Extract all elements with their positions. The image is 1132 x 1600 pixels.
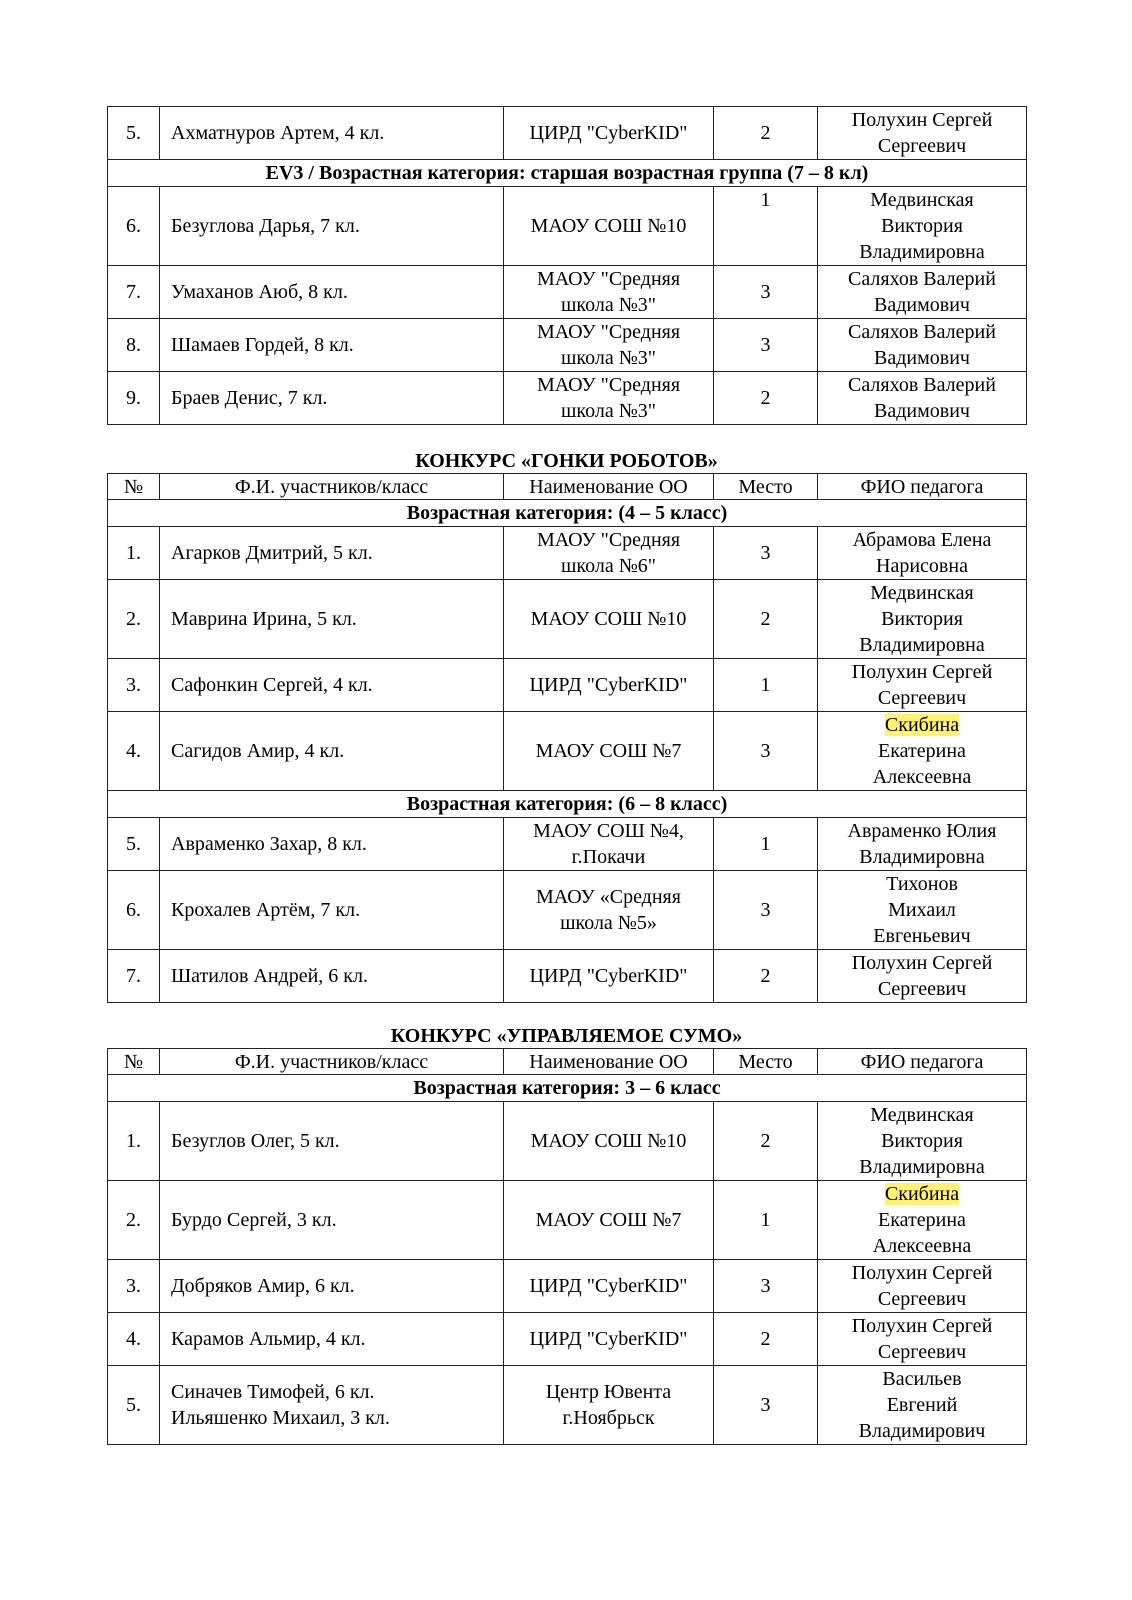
table-row — [108, 712, 1027, 791]
organization — [504, 871, 714, 950]
text-line: Сафонкин Сергей, 4 кл. — [171, 674, 373, 696]
text-line: Медвинская — [870, 1104, 974, 1126]
participant-name — [160, 1181, 504, 1260]
text-line: Ильяшенко Михаил, 3 кл. — [171, 1407, 390, 1429]
text-line: МАОУ СОШ №10 — [530, 1130, 687, 1152]
header-org: Наименование ОО — [504, 474, 714, 500]
organization — [504, 712, 714, 791]
text-line: Агарков Дмитрий, 5 кл. — [171, 542, 373, 564]
teacher-name — [818, 818, 1027, 871]
text-line: школа №3" — [561, 400, 656, 422]
table-row — [108, 1313, 1027, 1366]
text-line: школа №3" — [561, 347, 656, 369]
text-line: Полухин Сергей — [851, 1315, 993, 1337]
table-row — [108, 871, 1027, 950]
section-title-robot-races: КОНКУРС «ГОНКИ РОБОТОВ» — [415, 450, 718, 472]
text-line: Алексеевна — [872, 1235, 972, 1257]
row-number: 7. — [108, 266, 160, 319]
text-line: школа №5» — [560, 912, 657, 934]
table-row — [108, 319, 1027, 372]
teacher-name — [818, 712, 1027, 791]
place: 1 — [714, 818, 818, 871]
text-line: Безуглова Дарья, 7 кл. — [171, 215, 360, 237]
text-line: Сергеевич — [877, 1341, 967, 1363]
table-row — [108, 372, 1027, 425]
place: 2 — [714, 950, 818, 1003]
organization — [504, 1260, 714, 1313]
text-line: Сергеевич — [877, 135, 967, 157]
participant-name — [160, 1102, 504, 1181]
teacher-name — [818, 950, 1027, 1003]
place: 3 — [714, 1260, 818, 1313]
organization — [504, 818, 714, 871]
table-row — [108, 266, 1027, 319]
teacher-name — [818, 580, 1027, 659]
text-line: Бурдо Сергей, 3 кл. — [171, 1209, 337, 1231]
header-num: № — [108, 1049, 160, 1075]
participant-name — [160, 1260, 504, 1313]
row-number: 2. — [108, 580, 160, 659]
text-line: Сергеевич — [877, 1288, 967, 1310]
participant-name — [160, 950, 504, 1003]
text-line: Авраменко Захар, 8 кл. — [171, 833, 367, 855]
participant-name — [160, 580, 504, 659]
header-org: Наименование ОО — [504, 1049, 714, 1075]
place: 3 — [714, 712, 818, 791]
text-line: МАОУ "Средняя — [536, 268, 681, 290]
table-row — [108, 527, 1027, 580]
text-line: Сергеевич — [877, 687, 967, 709]
text-line: Медвинская — [870, 189, 974, 211]
text-line: Карамов Альмир, 4 кл. — [171, 1328, 366, 1350]
teacher-name — [818, 266, 1027, 319]
table-row — [108, 659, 1027, 712]
participant-name — [160, 871, 504, 950]
organization — [504, 950, 714, 1003]
text-line: ЦИРД "CyberKID" — [529, 1328, 688, 1350]
table-header-row — [108, 474, 1027, 500]
text-line: Саляхов Валерий — [848, 268, 996, 290]
text-line: Полухин Сергей — [851, 952, 993, 974]
text-line: Вадимович — [874, 400, 970, 422]
text-line: Виктория — [881, 215, 963, 237]
text-line: Вадимович — [874, 347, 970, 369]
text-line: Владимировна — [859, 846, 985, 868]
header-teacher: ФИО педагога — [818, 1049, 1027, 1075]
text-line: Васильев — [882, 1368, 962, 1390]
highlighted-text: Скибина — [884, 1183, 960, 1205]
text-line: Виктория — [881, 1130, 963, 1152]
place: 2 — [714, 580, 818, 659]
text-line: Ахматнуров Артем, 4 кл. — [171, 122, 385, 144]
text-line: Владимировна — [859, 1156, 985, 1178]
text-line: Саляхов Валерий — [848, 321, 996, 343]
text-line: Евгений — [886, 1394, 958, 1416]
teacher-name — [818, 871, 1027, 950]
category-row — [108, 791, 1027, 818]
text-line: Евгеньевич — [873, 925, 971, 947]
text-line: Шамаев Гордей, 8 кл. — [171, 334, 354, 356]
participant-name — [160, 659, 504, 712]
text-line: Шатилов Андрей, 6 кл. — [171, 965, 369, 987]
row-number: 5. — [108, 818, 160, 871]
place: 1 — [714, 1181, 818, 1260]
text-line: МАОУ СОШ №10 — [530, 215, 687, 237]
text-line: Нарисовна — [876, 555, 968, 577]
place: 3 — [714, 1366, 818, 1445]
header-teacher: ФИО педагога — [818, 474, 1027, 500]
text-line: ЦИРД "CyberKID" — [529, 122, 688, 144]
place: 2 — [714, 1102, 818, 1181]
text-line: Медвинская — [870, 582, 974, 604]
table-row — [108, 1102, 1027, 1181]
category-label: Возрастная категория: (6 – 8 класс) — [108, 791, 1027, 818]
place: 2 — [714, 1313, 818, 1366]
text-line: Екатерина — [878, 740, 966, 762]
teacher-name — [818, 1102, 1027, 1181]
highlighted-text: Скибина — [884, 714, 960, 736]
organization — [504, 1102, 714, 1181]
participant-name — [160, 372, 504, 425]
place: 3 — [714, 266, 818, 319]
row-number: 9. — [108, 372, 160, 425]
text-line: Алексеевна — [872, 766, 972, 788]
row-number: 1. — [108, 1102, 160, 1181]
table-row — [108, 1260, 1027, 1313]
text-line: МАОУ СОШ №10 — [530, 608, 687, 630]
participant-name — [160, 187, 504, 266]
header-name: Ф.И. участников/класс — [160, 1049, 504, 1075]
participant-name — [160, 1366, 504, 1445]
category-row — [108, 160, 1027, 187]
organization — [504, 372, 714, 425]
participant-name — [160, 527, 504, 580]
text-line: Виктория — [881, 608, 963, 630]
text-line: Владимировна — [859, 634, 985, 656]
text-line: Синачев Тимофей, 6 кл. — [171, 1381, 375, 1403]
organization — [504, 187, 714, 266]
row-number: 4. — [108, 712, 160, 791]
row-number: 2. — [108, 1181, 160, 1260]
text-line: Владимировна — [859, 241, 985, 263]
row-number: 3. — [108, 1260, 160, 1313]
row-number: 8. — [108, 319, 160, 372]
text-line: Браев Денис, 7 кл. — [171, 387, 328, 409]
header-name: Ф.И. участников/класс — [160, 474, 504, 500]
text-line: МАОУ "Средняя — [536, 374, 681, 396]
teacher-name — [818, 319, 1027, 372]
header-num: № — [108, 474, 160, 500]
text-line: МАОУ СОШ №7 — [535, 740, 682, 762]
row-number: 1. — [108, 527, 160, 580]
category-row — [108, 1075, 1027, 1102]
organization — [504, 659, 714, 712]
place: 3 — [714, 319, 818, 372]
teacher-name — [818, 1313, 1027, 1366]
table-row — [108, 187, 1027, 266]
participant-name — [160, 266, 504, 319]
table-row — [108, 1181, 1027, 1260]
text-line: МАОУ СОШ №7 — [535, 1209, 682, 1231]
text-line: Авраменко Юлия — [847, 820, 997, 842]
place: 1 — [714, 187, 818, 266]
table-row — [108, 1366, 1027, 1445]
table-row — [108, 950, 1027, 1003]
organization — [504, 266, 714, 319]
text-line: Вадимович — [874, 294, 970, 316]
results-table-continued — [107, 106, 1027, 425]
text-line: школа №6" — [561, 555, 656, 577]
text-line: МАОУ "Средняя — [536, 321, 681, 343]
results-table-controlled-sumo — [107, 1048, 1027, 1445]
text-line: Умаханов Аюб, 8 кл. — [171, 281, 348, 303]
category-label: EV3 / Возрастная категория: старшая возрастная группа (7 – 8 кл) — [108, 160, 1027, 187]
table-row — [108, 107, 1027, 160]
row-number: 6. — [108, 187, 160, 266]
text-line: Владимирович — [858, 1420, 986, 1442]
category-label: Возрастная категория: 3 – 6 класс — [108, 1075, 1027, 1102]
table-header-row — [108, 1049, 1027, 1075]
text-line: Крохалев Артём, 7 кл. — [171, 899, 361, 921]
row-number: 3. — [108, 659, 160, 712]
teacher-name — [818, 1366, 1027, 1445]
organization — [504, 319, 714, 372]
participant-name — [160, 1313, 504, 1366]
place: 1 — [714, 659, 818, 712]
text-line: Михаил — [888, 899, 956, 921]
text-line: Безуглов Олег, 5 кл. — [171, 1130, 340, 1152]
place: 3 — [714, 527, 818, 580]
text-line: Абрамова Елена — [852, 529, 992, 551]
text-line: Центр Ювента — [545, 1381, 672, 1403]
text-line: ЦИРД "CyberKID" — [529, 674, 688, 696]
participant-name — [160, 107, 504, 160]
organization — [504, 107, 714, 160]
teacher-name — [818, 372, 1027, 425]
place: 2 — [714, 107, 818, 160]
text-line: МАОУ "Средняя — [536, 529, 681, 551]
organization — [504, 1366, 714, 1445]
participant-name — [160, 818, 504, 871]
text-line: Сергеевич — [877, 978, 967, 1000]
text-line — [824, 1181, 1020, 1207]
table-row — [108, 818, 1027, 871]
text-line: школа №3" — [561, 294, 656, 316]
organization — [504, 580, 714, 659]
organization — [504, 1313, 714, 1366]
text-line: Саляхов Валерий — [848, 374, 996, 396]
teacher-name — [818, 659, 1027, 712]
teacher-name — [818, 187, 1027, 266]
results-table-robot-races — [107, 473, 1027, 1003]
row-number: 6. — [108, 871, 160, 950]
text-line: Тихонов — [886, 873, 958, 895]
organization — [504, 527, 714, 580]
row-number: 4. — [108, 1313, 160, 1366]
teacher-name — [818, 107, 1027, 160]
place: 3 — [714, 871, 818, 950]
text-line: Полухин Сергей — [851, 1262, 993, 1284]
table-row — [108, 580, 1027, 659]
text-line: Екатерина — [878, 1209, 966, 1231]
text-line: Маврина Ирина, 5 кл. — [171, 608, 357, 630]
category-label: Возрастная категория: (4 – 5 класс) — [108, 500, 1027, 527]
row-number: 7. — [108, 950, 160, 1003]
teacher-name — [818, 1260, 1027, 1313]
teacher-name — [818, 527, 1027, 580]
text-line: МАОУ СОШ №4, — [533, 820, 684, 842]
text-line: МАОУ «Средняя — [536, 886, 681, 908]
text-line: Добряков Амир, 6 кл. — [171, 1275, 355, 1297]
text-line: Сагидов Амир, 4 кл. — [171, 740, 345, 762]
text-line — [824, 712, 1020, 738]
text-line: ЦИРД "CyberKID" — [529, 965, 688, 987]
text-line: Полухин Сергей — [851, 661, 993, 683]
header-place: Место — [714, 474, 818, 500]
place: 2 — [714, 372, 818, 425]
section-title-controlled-sumo: КОНКУРС «УПРАВЛЯЕМОЕ СУМО» — [390, 1025, 743, 1047]
participant-name — [160, 319, 504, 372]
text-line: Полухин Сергей — [851, 109, 993, 131]
participant-name — [160, 712, 504, 791]
text-line: г.Покачи — [571, 846, 646, 868]
row-number: 5. — [108, 1366, 160, 1445]
text-line: г.Ноябрьск — [562, 1407, 655, 1429]
teacher-name — [818, 1181, 1027, 1260]
category-row — [108, 500, 1027, 527]
header-place: Место — [714, 1049, 818, 1075]
text-line: ЦИРД "CyberKID" — [529, 1275, 688, 1297]
row-number: 5. — [108, 107, 160, 160]
organization — [504, 1181, 714, 1260]
